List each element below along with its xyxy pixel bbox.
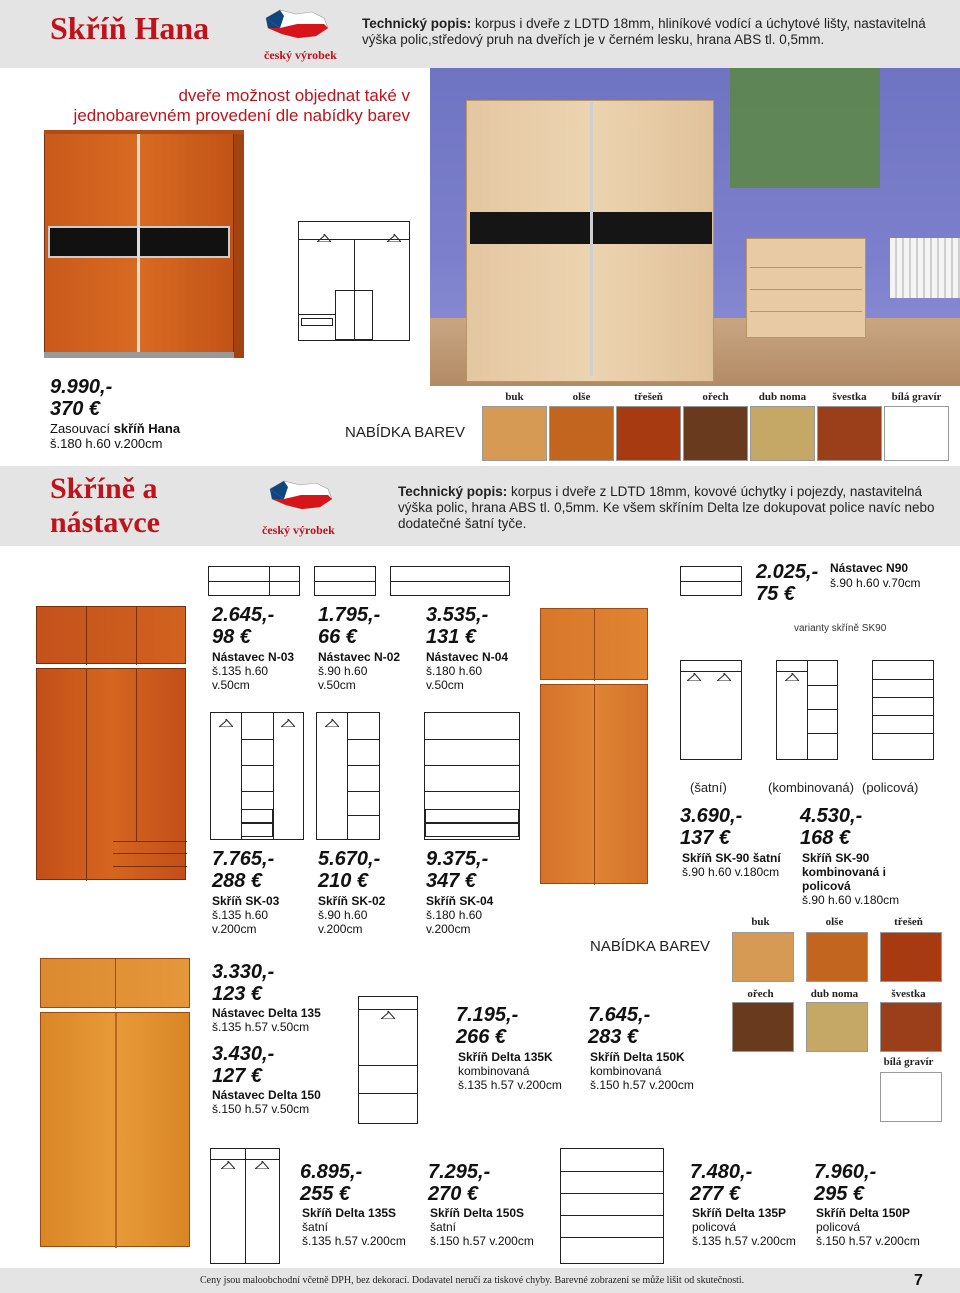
delta135-nastavec-price-eur: 123 € (212, 983, 263, 1005)
delta135-nastavec-title: Nástavec Delta 135 (212, 1006, 321, 1020)
delta135k-title: Skříň Delta 135K (458, 1050, 553, 1064)
sk90-satni-name (682, 851, 781, 865)
swatch-label: ořech (747, 988, 774, 1000)
swatch-orech (683, 406, 748, 461)
delta135p-title: Skříň Delta 135P (692, 1206, 787, 1220)
swatch-svestka (817, 406, 882, 461)
sk90-satni-price-eur: 137 € (680, 827, 731, 849)
swatch-label: olše (825, 916, 844, 928)
sk90-satni-dims: š.90 h.60 v.180cm (682, 865, 780, 879)
delta135p-name (692, 1206, 786, 1220)
sk04-dims2: v.200cm (426, 922, 471, 936)
sk90-satni-title: Skříň SK-90 šatní (682, 851, 781, 865)
n02-dims2: v.50cm (318, 678, 356, 692)
tech-label: Technický popis: (362, 16, 472, 31)
sk90-kombinovana-plan (776, 660, 838, 760)
swatch-olse (549, 406, 614, 461)
delta135k-type: kombinovaná (458, 1064, 530, 1078)
tech-description-delta (398, 484, 953, 532)
sk90-image (540, 684, 648, 884)
hana-colors-title: NABÍDKA BAREV (345, 424, 466, 441)
delta135-nastavec-name (212, 1006, 321, 1020)
sk90-komb-price: 4.530,- (800, 805, 863, 827)
n04-price-eur: 131 € (426, 626, 477, 648)
n90-image (540, 608, 648, 680)
footer-note: Ceny jsou maloobchodní včetně DPH, bez dekorací. Dodavatel neručí za tiskové chyby. Barevné zobrazení se může lišit od skutečnosti. (200, 1275, 745, 1286)
sk90-satni-price: 3.690,- (680, 805, 743, 827)
n03-name (212, 650, 294, 664)
n04-title: Nástavec N-04 (426, 650, 509, 664)
n03-price: 2.645,- (212, 604, 275, 626)
hanger-icon (255, 1161, 269, 1169)
hana-name-prefix: Zasouvací (50, 421, 110, 436)
delta150-nastavec-name (212, 1088, 321, 1102)
n03-title: Nástavec N-03 (212, 650, 295, 664)
n90-price: 2.025,- (756, 561, 819, 583)
sk03-dims1: š.135 h.60 (212, 908, 269, 922)
door-note: dveře možnost objednat také v jednobarevném provedení dle nabídky barev (73, 86, 410, 125)
hanger-icon (687, 673, 701, 681)
sk02-price: 5.670,- (318, 848, 381, 870)
delta135p-price-eur: 277 € (690, 1183, 741, 1205)
swatch-olse (806, 932, 868, 982)
swatch-bila-gravir (880, 1072, 942, 1122)
sk90-komb-name2 (802, 865, 886, 879)
sk90-satni-plan (680, 660, 742, 760)
sk03-title: Skříň SK-03 (212, 894, 280, 908)
delta150k-dims: š.150 h.57 v.200cm (590, 1078, 694, 1092)
delta150k-price: 7.645,- (588, 1004, 651, 1026)
sk90-type-policova: (policová) (862, 780, 919, 795)
hanger-icon (785, 673, 799, 681)
page-title-delta (50, 472, 160, 540)
delta135k-name (458, 1050, 553, 1064)
delta150s-type: šatní (430, 1220, 457, 1234)
sk90-type-kombinovana: (kombinovaná) (768, 780, 854, 795)
hana-wardrobe-image (44, 130, 244, 362)
n04-name (426, 650, 508, 664)
swatch-dub-noma (806, 1002, 868, 1052)
n02-dims1: š.90 h.60 (318, 664, 368, 678)
hana-price: 9.990,- (50, 376, 113, 398)
n90-plan (680, 566, 742, 596)
delta135k-price-eur: 266 € (456, 1026, 507, 1048)
page-number: 7 (914, 1272, 923, 1289)
swatch-label: třešeň (634, 391, 663, 403)
delta-title-line2: nástavce (50, 506, 160, 539)
hanger-icon (717, 673, 731, 681)
delta150p-title: Skříň Delta 150P (816, 1206, 911, 1220)
sk90-komb-name (802, 851, 869, 865)
delta-p-plan (560, 1148, 664, 1264)
hana-plan-drawing (298, 221, 410, 341)
colors2-title: NABÍDKA BAREV (590, 938, 711, 955)
sk90-policova-plan (872, 660, 934, 760)
sk04-title: Skříň SK-04 (426, 894, 494, 908)
sk03-dims2: v.200cm (212, 922, 257, 936)
swatch-label: olše (572, 391, 591, 403)
color-swatches-2 (720, 912, 960, 1082)
sk03-image (36, 668, 186, 880)
delta-k-plan (358, 996, 418, 1124)
delta-s-plan (210, 1148, 280, 1264)
delta150p-name (816, 1206, 910, 1220)
n02-plan (314, 566, 376, 596)
sk90-komb-title2: kombinovaná i (802, 865, 887, 879)
delta135k-price: 7.195,- (456, 1004, 519, 1026)
swatch-label: dub noma (758, 391, 807, 403)
delta135k-dims: š.135 h.57 v.200cm (458, 1078, 562, 1092)
hana-price-eur: 370 € (50, 398, 101, 420)
sk04-plan (424, 712, 520, 840)
delta135-nastavec-dims: š.135 h.57 v.50cm (212, 1020, 310, 1034)
swatch-label: dub noma (810, 988, 859, 1000)
n02-name (318, 650, 400, 664)
czech-flag-icon (262, 6, 332, 42)
hana-color-swatches (460, 386, 960, 468)
sk90-komb-name3 (802, 879, 851, 893)
hanger-icon (281, 719, 295, 727)
swatch-tresen (880, 932, 942, 982)
hanger-icon (317, 234, 331, 242)
sk90-komb-title3: policová (802, 879, 851, 893)
delta135s-type: šatní (302, 1220, 329, 1234)
n03-price-eur: 98 € (212, 626, 251, 648)
sk04-name (426, 894, 493, 908)
tech-description-hana (362, 16, 952, 48)
swatch-svestka (880, 1002, 942, 1052)
page-title-hana: Skříň Hana (50, 10, 210, 46)
sk02-price-eur: 210 € (318, 870, 369, 892)
delta150p-dims: š.150 h.57 v.200cm (816, 1234, 920, 1248)
delta-wardrobe-image (40, 1012, 190, 1247)
n02-price: 1.795,- (318, 604, 381, 626)
delta150s-name (430, 1206, 524, 1220)
delta-title-line1: Skříně a (50, 472, 158, 505)
hanger-icon (325, 719, 339, 727)
tech-text: korpus i dveře z LDTD 18mm, hliníkové vodící a úchytové lišty, nastavitelná výška polic,středový pruh na dveřích je v černém lesku, hrana ABS tl. 0,5mm. (362, 16, 926, 47)
delta150p-price-eur: 295 € (814, 1183, 865, 1205)
delta150-nastavec-price-eur: 127 € (212, 1065, 263, 1087)
origin-label-hana: český výrobek (264, 48, 337, 62)
tech-text: korpus i dveře z LDTD 18mm, kovové úchytky i pojezdy, nastavitelná výška polic, hrana ABS tl. 0,5mm. Ke všem skříním Delta lze dokupovat police navíc nebo dodatečné šatní tyče. (398, 484, 935, 531)
sk03-price: 7.765,- (212, 848, 275, 870)
hanger-icon (221, 1161, 235, 1169)
sk02-dims2: v.200cm (318, 922, 363, 936)
n90-dims: š.90 h.60 v.70cm (830, 576, 921, 590)
delta150s-title: Skříň Delta 150S (430, 1206, 525, 1220)
tech-label: Technický popis: (398, 484, 508, 499)
delta150k-type: kombinovaná (590, 1064, 662, 1078)
delta135p-price: 7.480,- (690, 1161, 753, 1183)
sk02-plan (316, 712, 380, 840)
hana-product-name (50, 421, 180, 436)
sk02-title: Skříň SK-02 (318, 894, 386, 908)
sk04-price-eur: 347 € (426, 870, 477, 892)
hanger-icon (219, 719, 233, 727)
n03-dims2: v.50cm (212, 678, 250, 692)
swatch-buk (732, 932, 794, 982)
hanger-icon (381, 1011, 395, 1019)
sk90-komb-dims: š.90 h.60 v.180cm (802, 893, 900, 907)
sk03-price-eur: 288 € (212, 870, 263, 892)
delta150-nastavec-price: 3.430,- (212, 1043, 275, 1065)
delta150-nastavec-dims: š.150 h.57 v.50cm (212, 1102, 310, 1116)
sk02-name (318, 894, 385, 908)
n03-image (36, 606, 186, 664)
delta135-nastavec-price: 3.330,- (212, 961, 275, 983)
origin-label-delta: český výrobek (262, 523, 335, 537)
swatch-label: bílá gravír (891, 391, 942, 403)
sk02-dims1: š.90 h.60 (318, 908, 368, 922)
delta150p-price: 7.960,- (814, 1161, 877, 1183)
swatch-label: švestka (832, 391, 867, 403)
swatch-buk (482, 406, 547, 461)
sk90-type-satni: (šatní) (690, 780, 727, 795)
hana-dims: š.180 h.60 v.200cm (50, 436, 163, 451)
sk03-plan (210, 712, 304, 840)
swatch-tresen (616, 406, 681, 461)
delta150s-dims: š.150 h.57 v.200cm (430, 1234, 534, 1248)
delta150s-price: 7.295,- (428, 1161, 491, 1183)
n03-dims1: š.135 h.60 (212, 664, 269, 678)
swatch-label: třešeň (894, 916, 923, 928)
sk90-komb-price-eur: 168 € (800, 827, 851, 849)
swatch-bila-gravir (884, 406, 949, 461)
czech-flag-icon (266, 477, 336, 513)
n02-price-eur: 66 € (318, 626, 357, 648)
swatch-orech (732, 1002, 794, 1052)
n90-price-eur: 75 € (756, 583, 795, 605)
variants-label: varianty skříně SK90 (794, 623, 887, 634)
delta135s-dims: š.135 h.57 v.200cm (302, 1234, 406, 1248)
sk03-name (212, 894, 279, 908)
delta150k-title: Skříň Delta 150K (590, 1050, 685, 1064)
sk90-komb-title: Skříň SK-90 (802, 851, 870, 865)
hana-name: skříň Hana (113, 421, 181, 436)
delta135p-dims: š.135 h.57 v.200cm (692, 1234, 796, 1248)
delta135s-price-eur: 255 € (300, 1183, 351, 1205)
hana-room-photo (430, 68, 960, 386)
n04-plan (390, 566, 510, 596)
swatch-label: ořech (702, 391, 729, 403)
hanger-icon (387, 234, 401, 242)
delta-nastavec-image (40, 958, 190, 1008)
swatch-label: bílá gravír (883, 1056, 934, 1068)
n04-dims1: š.180 h.60 (426, 664, 483, 678)
n90-title: Nástavec N90 (830, 561, 909, 575)
delta135s-name (302, 1206, 396, 1220)
delta135s-price: 6.895,- (300, 1161, 363, 1183)
swatch-label: buk (751, 916, 770, 928)
delta150s-price-eur: 270 € (428, 1183, 479, 1205)
swatch-label: švestka (891, 988, 926, 1000)
swatch-label: buk (505, 391, 524, 403)
swatch-dub-noma (750, 406, 815, 461)
sk04-dims1: š.180 h.60 (426, 908, 483, 922)
delta135p-type: policová (692, 1220, 737, 1234)
delta135s-title: Skříň Delta 135S (302, 1206, 397, 1220)
delta150k-price-eur: 283 € (588, 1026, 639, 1048)
delta150-nastavec-title: Nástavec Delta 150 (212, 1088, 321, 1102)
n02-title: Nástavec N-02 (318, 650, 401, 664)
sk04-price: 9.375,- (426, 848, 489, 870)
n04-dims2: v.50cm (426, 678, 464, 692)
n90-name (830, 561, 908, 575)
delta150p-type: policová (816, 1220, 861, 1234)
delta150k-name (590, 1050, 685, 1064)
n03-plan (208, 566, 300, 596)
n04-price: 3.535,- (426, 604, 489, 626)
